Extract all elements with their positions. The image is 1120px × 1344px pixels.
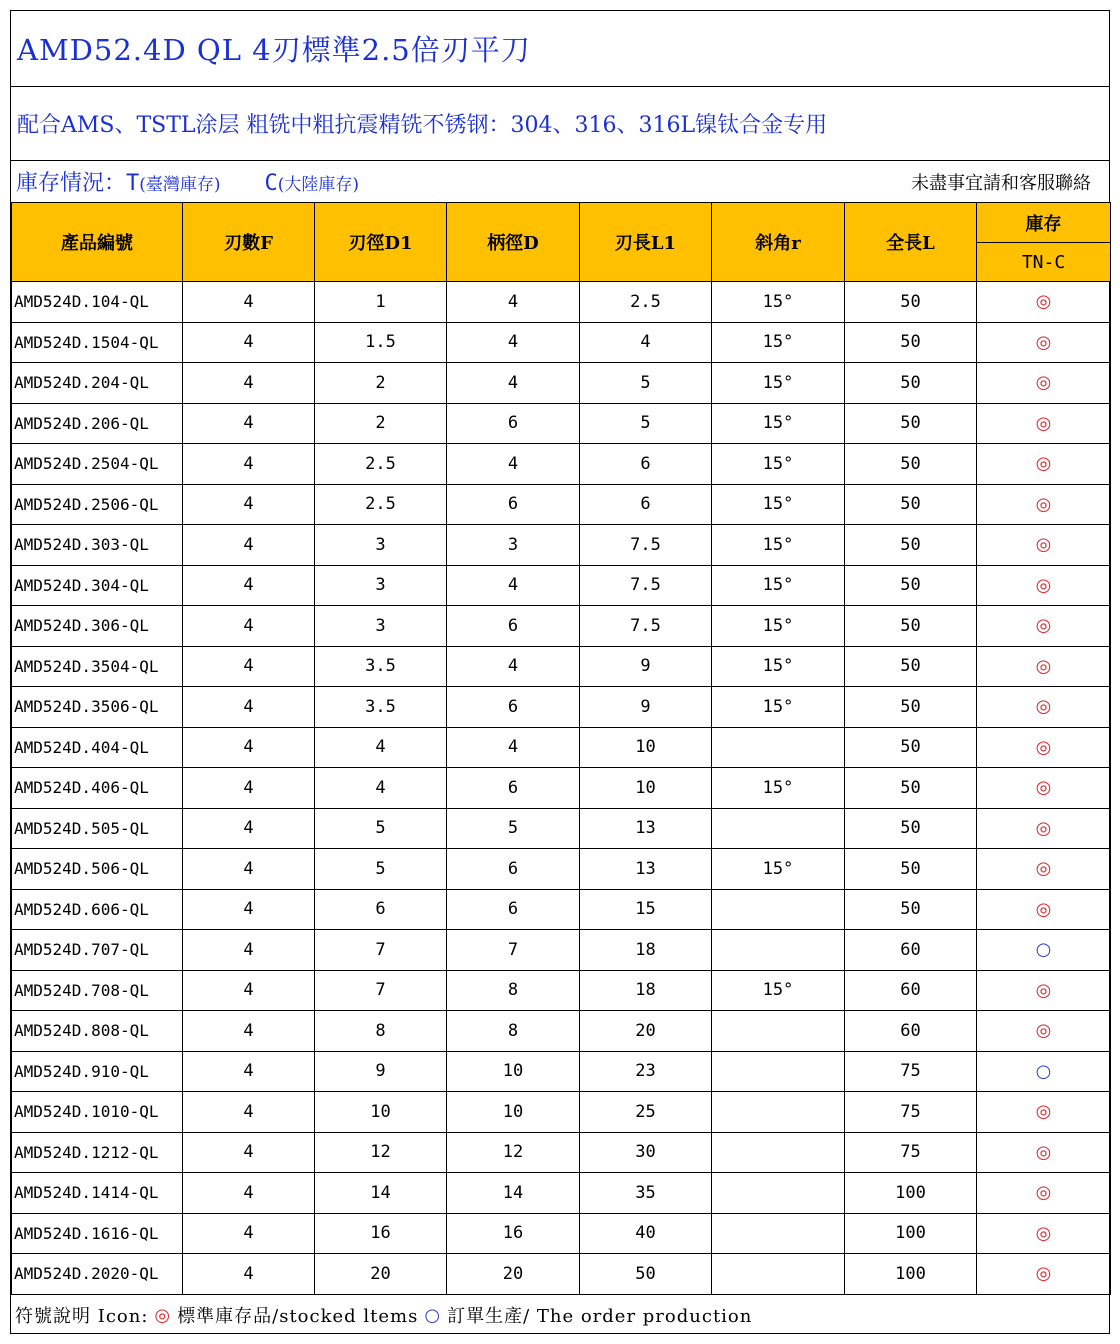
- cell-l1: 7.5: [580, 525, 712, 566]
- cell-angle: 15°: [712, 282, 845, 323]
- header-angle: 斜角r: [712, 203, 845, 282]
- cell-shank: 20: [447, 1254, 580, 1295]
- stocked-icon: ◎: [977, 1254, 1111, 1295]
- stocked-icon: ◎: [977, 1092, 1111, 1133]
- stock-t-desc: (臺灣庫存): [139, 175, 221, 195]
- cell-angle: 15°: [712, 403, 845, 444]
- cell-d1: 5: [315, 849, 447, 890]
- cell-d1: 4: [315, 727, 447, 768]
- cell-angle: [712, 1132, 845, 1173]
- cell-angle: 15°: [712, 970, 845, 1011]
- table-row: [12, 889, 1111, 930]
- cell-d1: 20: [315, 1254, 447, 1295]
- cell-shank: 10: [447, 1051, 580, 1092]
- table-row: [12, 1173, 1111, 1214]
- cell-code: AMD524D.506-QL: [12, 849, 183, 890]
- cell-code: AMD524D.3506-QL: [12, 687, 183, 728]
- cell-shank: 8: [447, 1011, 580, 1052]
- cell-angle: [712, 930, 845, 971]
- cell-code: AMD524D.3504-QL: [12, 646, 183, 687]
- stock-c-code: C: [264, 171, 278, 196]
- cell-flutes: 4: [183, 1173, 315, 1214]
- cell-l1: 20: [580, 1011, 712, 1052]
- cell-flutes: 4: [183, 444, 315, 485]
- cell-l1: 50: [580, 1254, 712, 1295]
- stocked-icon: ◎: [977, 322, 1111, 363]
- cell-flutes: 4: [183, 1213, 315, 1254]
- stocked-icon: ◎: [977, 646, 1111, 687]
- cell-flutes: 4: [183, 889, 315, 930]
- cell-flutes: 4: [183, 1092, 315, 1133]
- cell-code: AMD524D.104-QL: [12, 282, 183, 323]
- cell-d1: 6: [315, 889, 447, 930]
- cell-shank: 10: [447, 1092, 580, 1133]
- cell-flutes: 4: [183, 849, 315, 890]
- cell-angle: 15°: [712, 768, 845, 809]
- cell-shank: 6: [447, 889, 580, 930]
- cell-shank: 4: [447, 565, 580, 606]
- stocked-icon: ◎: [977, 970, 1111, 1011]
- table-row: [12, 282, 1111, 323]
- cell-code: AMD524D.910-QL: [12, 1051, 183, 1092]
- cell-l1: 35: [580, 1173, 712, 1214]
- table-row: [12, 646, 1111, 687]
- cell-flutes: 4: [183, 282, 315, 323]
- cell-length: 60: [845, 930, 977, 971]
- cell-d1: 16: [315, 1213, 447, 1254]
- legend: [11, 1295, 1109, 1336]
- order-icon: ○: [424, 1304, 442, 1326]
- cell-length: 60: [845, 1011, 977, 1052]
- cell-d1: 14: [315, 1173, 447, 1214]
- cell-d1: 12: [315, 1132, 447, 1173]
- stocked-icon: ◎: [977, 808, 1111, 849]
- cell-shank: 4: [447, 444, 580, 485]
- stocked-icon: ◎: [977, 1173, 1111, 1214]
- cell-length: 50: [845, 768, 977, 809]
- stocked-icon: ◎: [977, 1132, 1111, 1173]
- cell-length: 75: [845, 1132, 977, 1173]
- legend-order-text: 訂單生產/ The order production: [447, 1306, 753, 1327]
- header-stock: 庫存: [977, 203, 1111, 243]
- table-row: [12, 322, 1111, 363]
- cell-shank: 6: [447, 687, 580, 728]
- cell-flutes: 4: [183, 1011, 315, 1052]
- stock-t-code: T: [126, 171, 140, 196]
- legend-stocked-text: 標準庫存品/stocked ltems: [177, 1306, 419, 1327]
- cell-flutes: 4: [183, 403, 315, 444]
- cell-code: AMD524D.404-QL: [12, 727, 183, 768]
- cell-code: AMD524D.2020-QL: [12, 1254, 183, 1295]
- cell-angle: 15°: [712, 565, 845, 606]
- table-row: [12, 687, 1111, 728]
- header-code: 產品編號: [12, 203, 183, 282]
- cell-l1: 10: [580, 727, 712, 768]
- cell-angle: 15°: [712, 525, 845, 566]
- cell-length: 50: [845, 849, 977, 890]
- table-row: [12, 363, 1111, 404]
- cell-code: AMD524D.707-QL: [12, 930, 183, 971]
- table-row: [12, 403, 1111, 444]
- cell-length: 100: [845, 1213, 977, 1254]
- cell-shank: 8: [447, 970, 580, 1011]
- cell-length: 50: [845, 403, 977, 444]
- cell-l1: 6: [580, 484, 712, 525]
- stocked-icon: ◎: [977, 282, 1111, 323]
- cell-length: 50: [845, 282, 977, 323]
- cell-flutes: 4: [183, 525, 315, 566]
- table-row: [12, 849, 1111, 890]
- cell-length: 50: [845, 808, 977, 849]
- stocked-icon: ◎: [977, 1213, 1111, 1254]
- cell-d1: 2: [315, 363, 447, 404]
- cell-flutes: 4: [183, 484, 315, 525]
- cell-l1: 13: [580, 849, 712, 890]
- product-sheet: [10, 10, 1110, 1334]
- cell-flutes: 4: [183, 363, 315, 404]
- table-row: [12, 606, 1111, 647]
- cell-angle: 15°: [712, 646, 845, 687]
- cell-length: 50: [845, 606, 977, 647]
- stocked-icon: ◎: [977, 687, 1111, 728]
- cell-l1: 5: [580, 403, 712, 444]
- cell-angle: 15°: [712, 606, 845, 647]
- cell-length: 50: [845, 322, 977, 363]
- stocked-icon: ◎: [154, 1304, 172, 1326]
- cell-angle: [712, 1254, 845, 1295]
- cell-code: AMD524D.2504-QL: [12, 444, 183, 485]
- cell-flutes: 4: [183, 565, 315, 606]
- cell-d1: 3: [315, 525, 447, 566]
- cell-length: 50: [845, 565, 977, 606]
- cell-code: AMD524D.808-QL: [12, 1011, 183, 1052]
- cell-shank: 6: [447, 606, 580, 647]
- cell-d1: 10: [315, 1092, 447, 1133]
- cell-length: 50: [845, 525, 977, 566]
- cell-length: 50: [845, 889, 977, 930]
- stocked-icon: ◎: [977, 606, 1111, 647]
- stocked-icon: ◎: [977, 1011, 1111, 1052]
- cell-code: AMD524D.2506-QL: [12, 484, 183, 525]
- cell-code: AMD524D.303-QL: [12, 525, 183, 566]
- product-table: [11, 202, 1111, 1295]
- cell-shank: 12: [447, 1132, 580, 1173]
- stock-label: 庫存情況：: [16, 171, 127, 196]
- cell-code: AMD524D.708-QL: [12, 970, 183, 1011]
- cell-d1: 1: [315, 282, 447, 323]
- legend-label: 符號說明 Icon:: [15, 1306, 149, 1327]
- cell-code: AMD524D.406-QL: [12, 768, 183, 809]
- cell-d1: 2.5: [315, 444, 447, 485]
- cell-flutes: 4: [183, 606, 315, 647]
- stocked-icon: ◎: [977, 565, 1111, 606]
- cell-length: 50: [845, 646, 977, 687]
- cell-l1: 4: [580, 322, 712, 363]
- cell-d1: 4: [315, 768, 447, 809]
- cell-shank: 6: [447, 849, 580, 890]
- cell-flutes: 4: [183, 646, 315, 687]
- table-row: [12, 970, 1111, 1011]
- stocked-icon: ◎: [977, 889, 1111, 930]
- stocked-icon: ◎: [977, 484, 1111, 525]
- cell-l1: 30: [580, 1132, 712, 1173]
- table-row: [12, 768, 1111, 809]
- table-row: [12, 484, 1111, 525]
- cell-d1: 2.5: [315, 484, 447, 525]
- cell-d1: 9: [315, 1051, 447, 1092]
- cell-code: AMD524D.505-QL: [12, 808, 183, 849]
- cell-length: 60: [845, 970, 977, 1011]
- header-length: 全長L: [845, 203, 977, 282]
- header-shank: 柄徑D: [447, 203, 580, 282]
- cell-code: AMD524D.1010-QL: [12, 1092, 183, 1133]
- cell-angle: 15°: [712, 849, 845, 890]
- cell-d1: 3.5: [315, 646, 447, 687]
- cell-l1: 40: [580, 1213, 712, 1254]
- cell-d1: 7: [315, 970, 447, 1011]
- cell-shank: 3: [447, 525, 580, 566]
- cell-angle: 15°: [712, 484, 845, 525]
- cell-flutes: 4: [183, 930, 315, 971]
- cell-length: 75: [845, 1051, 977, 1092]
- cell-length: 100: [845, 1254, 977, 1295]
- cell-angle: [712, 1092, 845, 1133]
- cell-shank: 16: [447, 1213, 580, 1254]
- cell-shank: 5: [447, 808, 580, 849]
- cell-code: AMD524D.204-QL: [12, 363, 183, 404]
- page-title: AMD52.4D QL 4刃標準2.5倍刃平刀: [11, 11, 1109, 87]
- cell-length: 50: [845, 687, 977, 728]
- cell-l1: 18: [580, 930, 712, 971]
- table-row: [12, 1132, 1111, 1173]
- order-icon: ○: [977, 1051, 1111, 1092]
- cell-length: 100: [845, 1173, 977, 1214]
- cell-shank: 4: [447, 282, 580, 323]
- cell-angle: 15°: [712, 363, 845, 404]
- cell-angle: [712, 1011, 845, 1052]
- cell-code: AMD524D.304-QL: [12, 565, 183, 606]
- stock-info-bar: [11, 161, 1109, 202]
- cell-angle: [712, 889, 845, 930]
- cell-code: AMD524D.1504-QL: [12, 322, 183, 363]
- stock-legend: [16, 166, 359, 197]
- cell-angle: [712, 1051, 845, 1092]
- cell-flutes: 4: [183, 727, 315, 768]
- table-row: [12, 1051, 1111, 1092]
- stocked-icon: ◎: [977, 768, 1111, 809]
- table-row: [12, 1011, 1111, 1052]
- cell-l1: 25: [580, 1092, 712, 1133]
- page-subtitle: 配合AMS、TSTL涂层 粗铣中粗抗震精铣不锈钢：304、316、316L镍钛合金专用: [11, 87, 1109, 161]
- cell-code: AMD524D.1212-QL: [12, 1132, 183, 1173]
- table-row: [12, 525, 1111, 566]
- cell-l1: 15: [580, 889, 712, 930]
- cell-shank: 4: [447, 322, 580, 363]
- stocked-icon: ◎: [977, 727, 1111, 768]
- table-row: [12, 1213, 1111, 1254]
- cell-angle: 15°: [712, 687, 845, 728]
- cell-code: AMD524D.1616-QL: [12, 1213, 183, 1254]
- cell-shank: 6: [447, 484, 580, 525]
- order-icon: ○: [977, 930, 1111, 971]
- cell-angle: 15°: [712, 322, 845, 363]
- cell-flutes: 4: [183, 808, 315, 849]
- cell-l1: 5: [580, 363, 712, 404]
- cell-l1: 10: [580, 768, 712, 809]
- stock-c-desc: (大陸庫存): [277, 175, 360, 195]
- stocked-icon: ◎: [977, 525, 1111, 566]
- cell-shank: 4: [447, 646, 580, 687]
- table-body: [12, 282, 1111, 1295]
- table-row: [12, 565, 1111, 606]
- cell-code: AMD524D.1414-QL: [12, 1173, 183, 1214]
- table-row: [12, 727, 1111, 768]
- cell-shank: 6: [447, 768, 580, 809]
- contact-note: 未盡事宜請和客服聯絡: [911, 172, 1091, 194]
- stocked-icon: ◎: [977, 403, 1111, 444]
- cell-code: AMD524D.206-QL: [12, 403, 183, 444]
- header-flutes: 刃數F: [183, 203, 315, 282]
- cell-l1: 7.5: [580, 606, 712, 647]
- table-row: [12, 1254, 1111, 1295]
- cell-shank: 7: [447, 930, 580, 971]
- cell-l1: 6: [580, 444, 712, 485]
- cell-length: 50: [845, 363, 977, 404]
- cell-d1: 3.5: [315, 687, 447, 728]
- header-d1: 刃徑D1: [315, 203, 447, 282]
- table-row: [12, 444, 1111, 485]
- stocked-icon: ◎: [977, 363, 1111, 404]
- header-l1: 刃長L1: [580, 203, 712, 282]
- stocked-icon: ◎: [977, 849, 1111, 890]
- cell-flutes: 4: [183, 322, 315, 363]
- cell-l1: 9: [580, 687, 712, 728]
- cell-flutes: 4: [183, 970, 315, 1011]
- cell-flutes: 4: [183, 1132, 315, 1173]
- cell-d1: 7: [315, 930, 447, 971]
- table-row: [12, 808, 1111, 849]
- cell-flutes: 4: [183, 1254, 315, 1295]
- cell-d1: 1.5: [315, 322, 447, 363]
- header-stock-sub: TN-C: [977, 243, 1111, 282]
- cell-length: 50: [845, 444, 977, 485]
- table-row: [12, 930, 1111, 971]
- cell-d1: 2: [315, 403, 447, 444]
- cell-flutes: 4: [183, 687, 315, 728]
- cell-l1: 9: [580, 646, 712, 687]
- cell-length: 50: [845, 727, 977, 768]
- cell-shank: 6: [447, 403, 580, 444]
- cell-angle: [712, 727, 845, 768]
- cell-d1: 8: [315, 1011, 447, 1052]
- cell-d1: 5: [315, 808, 447, 849]
- cell-code: AMD524D.606-QL: [12, 889, 183, 930]
- stocked-icon: ◎: [977, 444, 1111, 485]
- cell-flutes: 4: [183, 768, 315, 809]
- cell-d1: 3: [315, 606, 447, 647]
- cell-l1: 13: [580, 808, 712, 849]
- cell-l1: 2.5: [580, 282, 712, 323]
- cell-length: 75: [845, 1092, 977, 1133]
- cell-angle: 15°: [712, 444, 845, 485]
- cell-shank: 4: [447, 727, 580, 768]
- cell-length: 50: [845, 484, 977, 525]
- cell-d1: 3: [315, 565, 447, 606]
- cell-flutes: 4: [183, 1051, 315, 1092]
- table-row: [12, 1092, 1111, 1133]
- cell-l1: 7.5: [580, 565, 712, 606]
- cell-shank: 4: [447, 363, 580, 404]
- cell-l1: 18: [580, 970, 712, 1011]
- cell-angle: [712, 808, 845, 849]
- cell-l1: 23: [580, 1051, 712, 1092]
- cell-shank: 14: [447, 1173, 580, 1214]
- cell-code: AMD524D.306-QL: [12, 606, 183, 647]
- cell-angle: [712, 1173, 845, 1214]
- cell-angle: [712, 1213, 845, 1254]
